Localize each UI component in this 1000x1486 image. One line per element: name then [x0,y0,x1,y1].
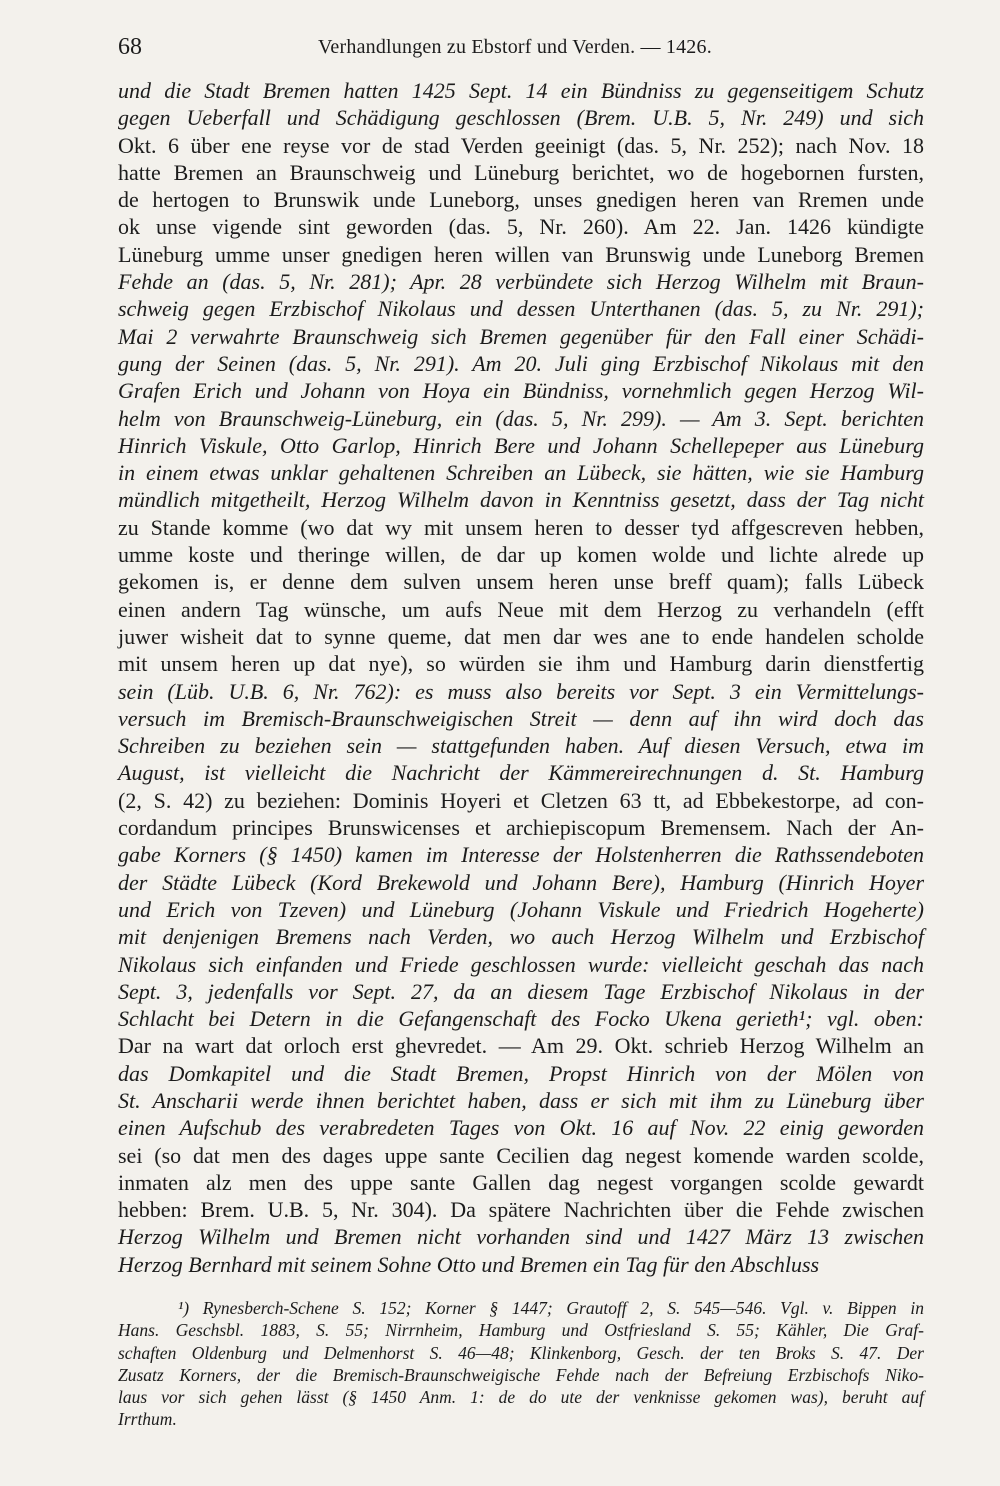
footnote-line: laus vor sich gehen lässt (§ 1450 Anm. 1: de do ute der venknisse gekomen was), beruht auf [118,1387,924,1408]
body-line: gung der Seinen (das. 5, Nr. 291). Am 20. Juli ging Erzbischof Nikolaus mit den [118,350,924,376]
body-line: und Erich von Tzeven) und Lüneburg (Johann Viskule und Friedrich Hogeherte) [118,896,924,922]
body-line: schweig gegen Erzbischof Nikolaus und dessen Unterthanen (das. 5, zu Nr. 291); [118,296,924,322]
body-line: Fehde an (das. 5, Nr. 281); Apr. 28 verbündete sich Herzog Wilhelm mit Braun- [118,269,924,295]
body-line: gegen Ueberfall und Schädigung geschlossen (Brem. U.B. 5, Nr. 249) und sich [118,105,924,131]
footnote-line: ¹) Rynesberch-Schene S. 152; Korner § 1447; Grautoff 2, S. 545—546. Vgl. v. Bippen in [178,1298,924,1318]
body-line: mündlich mitgetheilt, Herzog Wilhelm davon in Kenntniss gesetzt, dass der Tag nicht [118,487,924,513]
body-line: Nikolaus sich einfanden und Friede geschlossen wurde: vielleicht geschah das nach [118,951,924,977]
body-line: hebben: Brem. U.B. 5, Nr. 304). Da spätere Nachrichten über die Fehde zwischen [118,1197,924,1223]
body-line: (2, S. 42) zu beziehen: Dominis Hoyeri et Cletzen 63 tt, ad Ebbekestorpe, ad con- [118,787,924,813]
body-text [118,77,924,1278]
body-line: in einem etwas unklar gehaltenen Schreiben an Lübeck, sie hätten, wie sie Hamburg [118,460,924,486]
footnotes [118,1297,924,1431]
body-line: versuch im Bremisch-Braunschweigischen Streit — denn auf ihn wird doch das [118,705,924,731]
body-line: Okt. 6 über ene reyse vor de stad Verden geeinigt (das. 5, Nr. 252); nach Nov. 18 [118,132,924,158]
body-line: inmaten alz men des uppe sante Gallen dag negest vorgangen scolde gewardt [118,1169,924,1195]
body-line: gabe Korners (§ 1450) kamen im Interesse der Holstenherren die Rathssendeboten [118,842,924,868]
body-line: ok unse vigende sint geworden (das. 5, Nr. 260). Am 22. Jan. 1426 kündigte [118,214,924,240]
footnote-line: Hans. Geschsbl. 1883, S. 55; Nirrnheim, Hamburg und Ostfriesland S. 55; Kähler, Die Graf- [118,1320,924,1341]
body-line: Dar na wart dat orloch erst ghevredet. — Am 29. Okt. schrieb Herzog Wilhelm an [118,1033,924,1059]
body-line: Schreiben zu beziehen sein — stattgefunden haben. Auf diesen Versuch, etwa im [118,733,924,759]
body-line: einen andern Tag wünsche, um aufs Neue mit dem Herzog zu verhandeln (efft [118,596,924,622]
page-number: 68 [118,34,142,60]
body-line: Mai 2 verwahrte Braunschweig sich Bremen gegenüber für den Fall einer Schädi- [118,323,924,349]
body-line: und die Stadt Bremen hatten 1425 Sept. 14 ein Bündniss zu gegenseitigem Schutz [118,78,924,103]
footnote-line: Irrthum. [118,1409,177,1430]
body-line: de hertogen to Brunswik unde Luneborg, unses gnedigen heren van Rremen unde [118,187,924,213]
body-line: mit unsem heren up dat nye), so würden sie ihm und Hamburg darin dienstfertig [118,651,924,677]
body-line: mit denjenigen Bremens nach Verden, wo auch Herzog Wilhelm und Erzbischof [118,924,924,950]
body-line: einen Aufschub des verabredeten Tages von Okt. 16 auf Nov. 22 einig geworden [118,1115,924,1141]
body-line: Lüneburg umme unser gnedigen heren willen van Brunswig unde Luneborg Bremen [118,241,924,267]
body-line: Grafen Erich und Johann von Hoya ein Bündniss, vornehmlich gegen Herzog Wil- [118,378,924,404]
body-line: umme koste und theringe willen, de dar up komen wolde und lichte alrede up [118,542,924,568]
body-line: juwer wisheit dat to synne queme, dat men dar wes ane to ende handelen scholde [118,623,924,649]
footnote-line: schaften Oldenburg und Delmenhorst S. 46—48; Klinkenborg, Gesch. der ten Broks S. 47. Der [118,1342,924,1363]
body-line: cordandum principes Brunswicenses et archiepiscopum Bremensem. Nach der An- [118,815,924,841]
body-line: helm von Braunschweig-Lüneburg, ein (das. 5, Nr. 299). — Am 3. Sept. berichten [118,405,924,431]
body-line: Sept. 3, jedenfalls vor Sept. 27, da an diesem Tage Erzbischof Nikolaus in der [118,978,924,1004]
body-line: sei (so dat men des dages uppe sante Cecilien dag negest komende warden scolde, [118,1142,924,1168]
body-line: St. Anscharii werde ihnen berichtet haben, dass er sich mit ihm zu Lüneburg über [118,1087,924,1113]
footnote-line: Zusatz Korners, der die Bremisch-Braunschweigische Fehde nach der Befreiung Erzbischofs Niko- [118,1364,924,1385]
body-line: August, ist vielleicht die Nachricht der Kämmereirechnungen d. St. Hamburg [118,760,924,786]
body-line: Schlacht bei Detern in die Gefangenschaft des Focko Ukena gerieth¹; vgl. oben: [118,1006,924,1032]
body-line: hatte Bremen an Braunschweig und Lüneburg berichtet, wo de hogebornen fursten, [118,159,924,185]
running-title: Verhandlungen zu Ebstorf und Verden. — 1426. [318,36,712,58]
body-line: gekomen is, er denne dem sulven unsem heren unse breff quam); falls Lübeck [118,569,924,595]
body-line: sein (Lüb. U.B. 6, Nr. 762): es muss also bereits vor Sept. 3 ein Vermittelungs- [118,678,924,704]
body-line: Herzog Wilhelm und Bremen nicht vorhanden sind und 1427 März 13 zwischen [118,1224,924,1250]
body-line: zu Stande komme (wo dat wy mit unsem heren to desser tyd affgescreven hebben, [118,514,924,540]
body-line: der Städte Lübeck (Kord Brekewold und Johann Bere), Hamburg (Hinrich Hoyer [118,869,924,895]
body-line: das Domkapitel und die Stadt Bremen, Propst Hinrich von der Mölen von [118,1060,924,1086]
page-header [118,34,924,64]
body-line: Herzog Bernhard mit seinem Sohne Otto und Bremen ein Tag für den Abschluss [118,1251,820,1277]
body-line: Hinrich Viskule, Otto Garlop, Hinrich Bere und Johann Schellepeper aus Lüneburg [118,432,924,458]
